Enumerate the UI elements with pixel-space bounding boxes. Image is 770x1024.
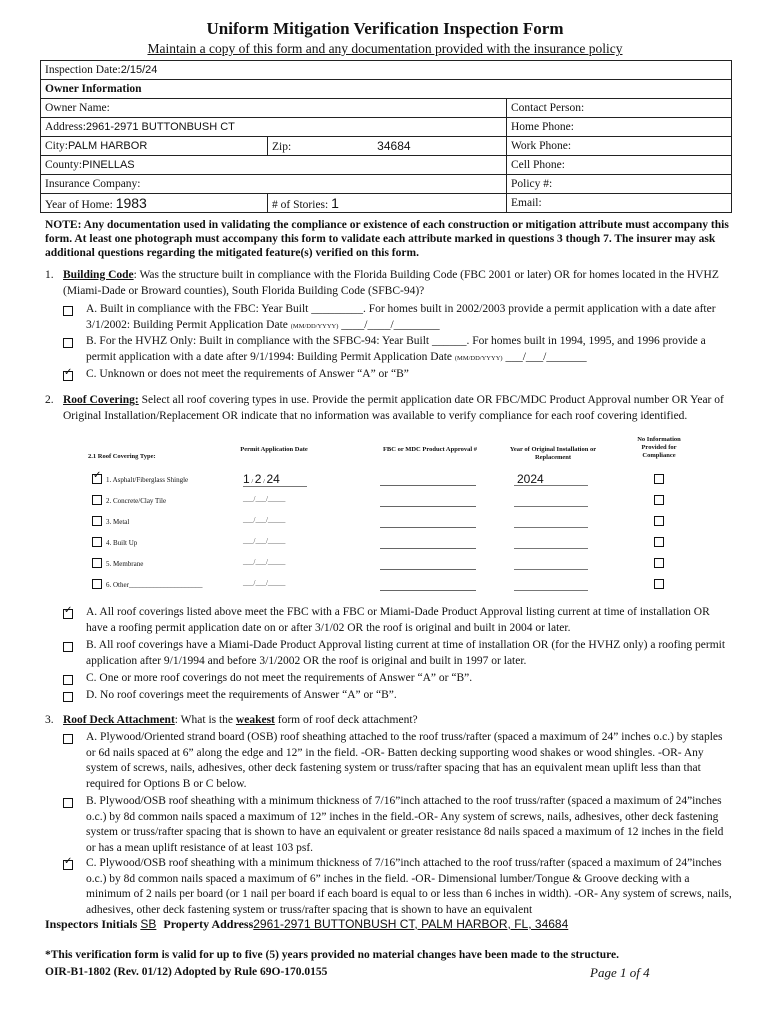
year-installation-field[interactable]	[514, 512, 588, 528]
q3-b-checkbox[interactable]	[63, 798, 73, 808]
col-roof-covering-type: 2.1 Roof Covering Type:	[88, 453, 156, 460]
permit-month: 1	[243, 472, 250, 486]
roof-type-checkbox[interactable]	[92, 516, 102, 526]
no-info-checkbox[interactable]	[654, 579, 664, 589]
initials-label: Inspectors Initials	[45, 917, 138, 931]
q2-c-checkbox[interactable]	[63, 675, 73, 685]
q3-text-post: form of roof deck attachment?	[274, 714, 418, 726]
roof-type-label: 5. Membrane	[106, 560, 144, 568]
form-subtitle: Maintain a copy of this form and any documentation provided with the insurance policy	[147, 41, 623, 56]
owner-name-field[interactable]	[41, 99, 507, 118]
col-product-approval: FBC or MDC Product Approval #	[382, 446, 478, 453]
q1-a-blank: ____/____/________	[341, 318, 440, 331]
no-info-checkbox[interactable]	[654, 474, 664, 484]
q3-number: 3.	[45, 714, 54, 726]
q3-c-option: C. Plywood/OSB roof sheathing with a minimum thickness of 7/16”inch attached to the roof truss/rafter (spaced a maximum of 24”inches o.c.) by 8d common nails spaced a maximum of 6” inches in the field. -OR- Dimensional lumber/Tongue & Groove decking with a minimum of 2 nails per board (or 1 nail per board if each board is equal to or less than 6 inches in width). -OR- Any system of screws, nails, adhesives, other deck fastening system or truss/rafter spacing that is shown to have an equivalent	[86, 857, 732, 916]
roof-type-checkbox[interactable]	[92, 558, 102, 568]
note-paragraph: NOTE: Any documentation used in validating the compliance or existence of each construction or mitigation attribute must accompany this form. At least one photograph must accompany this form to validate each attribute marked in questions 3 though 7. The insurer may ask additional questions regarding the mitigated feature(s) verified on this form.	[45, 219, 729, 259]
initials-value[interactable]: SB	[140, 917, 157, 931]
q1-title: Building Code	[63, 269, 134, 281]
roof-type-label: 3. Metal	[106, 518, 130, 526]
check-mark-icon: ✓	[64, 605, 73, 616]
work-phone-field[interactable]	[507, 137, 732, 156]
owner-name-label: Owner Name:	[45, 102, 110, 114]
q2-text: Select all roof covering types in use. Provide the permit application date OR FBC/MDC Product Approval number OR Year of Original Installation/Replacement OR indicate that no information was available to verify compliance for each roof covering identified.	[63, 394, 724, 422]
year-installation-field[interactable]	[514, 533, 588, 549]
q3-weakest: weakest	[235, 714, 275, 726]
q1-b-format: (MM/DD/YYYY)	[454, 354, 503, 362]
work-phone-label: Work Phone:	[511, 140, 572, 152]
q1-b-blank: ___/___/_______	[505, 350, 587, 363]
year-installation-field[interactable]	[514, 470, 588, 486]
q1-b-option	[86, 334, 734, 366]
col-permit-date: Permit Application Date	[240, 446, 308, 453]
property-address-label: Property Address	[163, 917, 254, 931]
zip-label: Zip:	[272, 141, 292, 153]
q2-b-option: B. All roof coverings have a Miami-Dade Product Approval listing current at time of installation OR (for the HVHZ only) a roofing permit application after 9/1/1994 and before 3/1/2002 OR the roof is original and built in 1997 or later.	[86, 639, 726, 667]
home-phone-label: Home Phone:	[511, 121, 574, 133]
q1-a-option	[86, 302, 734, 334]
address-label: Address:	[45, 121, 86, 133]
product-approval-field[interactable]	[380, 485, 476, 486]
year-installation-field[interactable]	[514, 491, 588, 507]
product-approval-field[interactable]	[380, 527, 476, 528]
stories-field[interactable]	[268, 194, 507, 213]
q3-text-pre: : What is the	[174, 714, 236, 726]
permit-date-field[interactable]: ___/___/_____	[243, 558, 286, 566]
address-value: 2961-2971 BUTTONBUSH CT	[85, 121, 235, 133]
year-of-home-field[interactable]	[41, 194, 268, 213]
permit-date-field[interactable]: ___/___/_____	[243, 495, 286, 503]
home-phone-field[interactable]	[507, 118, 732, 137]
check-mark-icon: ✓	[64, 367, 73, 378]
q1-question	[45, 268, 735, 299]
zip-field[interactable]	[268, 137, 507, 156]
year-of-home-label: Year of Home:	[45, 199, 113, 211]
inspection-date-cell[interactable]	[41, 61, 732, 80]
roof-type-label: 6. Other_____________________	[106, 581, 203, 589]
permit-date-field[interactable]: ___/___/_____	[243, 579, 286, 587]
email-label: Email:	[511, 197, 542, 209]
form-id: OIR-B1-1802 (Rev. 01/12) Adopted by Rule 69O-170.0155	[45, 966, 328, 978]
product-approval-field[interactable]	[380, 569, 476, 570]
policy-number-field[interactable]	[507, 175, 732, 194]
q1-c-option: C. Unknown or does not meet the requirements of Answer “A” or “B”	[86, 368, 409, 380]
q2-d-option: D. No roof coverings meet the requirements of Answer “A” or “B”.	[86, 689, 397, 701]
email-field[interactable]	[507, 194, 732, 213]
q2-title: Roof Covering:	[63, 394, 139, 406]
owner-information-heading: Owner Information	[41, 80, 732, 99]
product-approval-field[interactable]	[380, 548, 476, 549]
year-of-home-value: 1983	[115, 195, 147, 211]
q3-b-option: B. Plywood/OSB roof sheathing with a minimum thickness of 7/16”inch attached to the roof truss/rafter (spaced a maximum of 24”inches o.c.) by 8d common nails spaced a maximum of 12” inches in the field.-OR- Any system of screws, nails, adhesives, other deck fastening system or truss/rafter spacing that is shown to have an equivalent or greater resistance 8d nails spaced a maximum of 12 inches in the field or has a mean uplift resistance of at least 103 psf.	[86, 795, 724, 854]
q1-text: : Was the structure built in compliance with the Florida Building Code (FBC 2001 or later) OR for homes located in the HVHZ (Miami-Dade or Broward counties), South Florida Building Code (SFBC-94)?	[63, 269, 719, 297]
stories-label: # of Stories:	[272, 199, 329, 211]
year-installation-value: 2024	[517, 472, 544, 486]
insurance-company-label: Insurance Company:	[45, 178, 141, 190]
q3-a-checkbox[interactable]	[63, 734, 73, 744]
q2-c-option: C. One or more roof coverings do not meet the requirements of Answer “A” or “B”.	[86, 672, 473, 684]
cell-phone-label: Cell Phone:	[511, 159, 565, 171]
roof-type-checkbox[interactable]	[92, 579, 102, 589]
q1-b-text: B. For the HVHZ Only: Built in compliance with the SFBC-94: Year Built ______. For homes built in 1994, 1995, and 1996 provide a permit application with a date after 9/1/1994: Building Permit Application Date	[86, 335, 706, 363]
permit-date-field[interactable]: ___/___/_____	[243, 537, 286, 545]
q1-c-checkbox[interactable]	[63, 367, 73, 381]
q1-b-checkbox[interactable]	[63, 338, 73, 348]
initials-address-line	[45, 917, 735, 935]
no-info-checkbox[interactable]	[654, 495, 664, 505]
no-info-checkbox[interactable]	[654, 537, 664, 547]
year-installation-field[interactable]	[514, 575, 588, 591]
q3-c-checkbox[interactable]	[63, 856, 73, 870]
check-mark-icon: ✓	[64, 856, 73, 867]
q1-a-text: A. Built in compliance with the FBC: Year Built _________. For homes built in 2002/2003 provide a permit application with a date after 3/1/2002: Building Permit Application Date	[86, 303, 716, 331]
roof-type-label: 1. Asphalt/Fiberglass Shingle	[106, 476, 189, 484]
stories-value: 1	[331, 195, 339, 211]
inspection-date-value: 2/15/24	[120, 64, 158, 76]
no-info-checkbox[interactable]	[654, 516, 664, 526]
check-mark-icon: ✓	[93, 470, 102, 481]
product-approval-field[interactable]	[380, 506, 476, 507]
inspection-date-label: Inspection Date:	[45, 64, 121, 76]
product-approval-field[interactable]	[380, 590, 476, 591]
q2-b-checkbox[interactable]	[63, 642, 73, 652]
col-year-installation: Year of Original Installation or Replacement	[509, 446, 597, 461]
permit-date-field[interactable]: 1 / 2 / 24	[243, 470, 307, 487]
city-field[interactable]	[41, 137, 268, 156]
q2-d-checkbox[interactable]	[63, 692, 73, 702]
city-label: City:	[45, 140, 69, 152]
permit-day: 2	[254, 472, 262, 486]
policy-number-label: Policy #:	[511, 178, 553, 190]
q1-a-format: (MM/DD/YYYY)	[290, 322, 339, 330]
validity-note: *This verification form is valid for up to five (5) years provided no material changes have been made to the structure.	[45, 949, 619, 961]
roof-type-label: 2. Concrete/Clay Tile	[106, 497, 167, 505]
address-field[interactable]	[41, 118, 507, 137]
property-address-value[interactable]: 2961-2971 BUTTONBUSH CT, PALM HARBOR, FL, 34684	[253, 917, 569, 931]
q2-question	[45, 393, 735, 424]
roof-type-checkbox[interactable]	[92, 537, 102, 547]
contact-person-field[interactable]	[507, 99, 732, 118]
roof-type-checkbox[interactable]	[92, 470, 102, 484]
city-value: PALM HARBOR	[68, 140, 148, 152]
contact-person-label: Contact Person:	[511, 102, 585, 114]
form-title: Uniform Mitigation Verification Inspection Form	[206, 19, 564, 38]
q2-a-option: A. All roof coverings listed above meet the FBC with a FBC or Miami-Dade Product Approval listing current at time of installation OR have a roofing permit application date on or after 3/1/02 OR the roof is original and built in 2004 or later.	[86, 606, 710, 634]
owner-info-table	[40, 60, 732, 213]
q3-a-option: A. Plywood/Oriented strand board (OSB) roof sheathing attached to the roof truss/rafter (spaced a maximum of 24” inches o.c.) by staples or 6d nails spaced at 6” along the edge and 12” in the field. -OR- Batten decking supporting wood shakes or wood shingles. -OR- Any system of screws, nails, adhesives, other deck fastening system or truss/rafter spacing that has an equivalent mean uplift less than that required for Options B or C below.	[86, 731, 723, 790]
roof-type-label: 4. Built Up	[106, 539, 138, 547]
permit-year: 24	[266, 472, 280, 486]
q1-a-checkbox[interactable]	[63, 306, 73, 316]
roof-type-checkbox[interactable]	[92, 495, 102, 505]
page-number: Page 1 of 4	[590, 965, 650, 980]
no-info-checkbox[interactable]	[654, 558, 664, 568]
year-installation-field[interactable]	[514, 554, 588, 570]
county-value: PINELLAS	[82, 159, 135, 171]
q3-title: Roof Deck Attachment	[63, 714, 175, 726]
q2-number: 2.	[45, 394, 54, 406]
permit-date-field[interactable]: ___/___/_____	[243, 516, 286, 524]
zip-value: 34684	[377, 139, 411, 153]
col-no-information: No Information Provided for Compliance	[637, 436, 681, 459]
q1-number: 1.	[45, 269, 54, 281]
county-field[interactable]	[41, 156, 507, 175]
cell-phone-field[interactable]	[507, 156, 732, 175]
q3-question	[45, 713, 735, 729]
county-label: County:	[45, 159, 83, 171]
insurance-company-field[interactable]	[41, 175, 507, 194]
q2-a-checkbox[interactable]	[63, 605, 73, 619]
